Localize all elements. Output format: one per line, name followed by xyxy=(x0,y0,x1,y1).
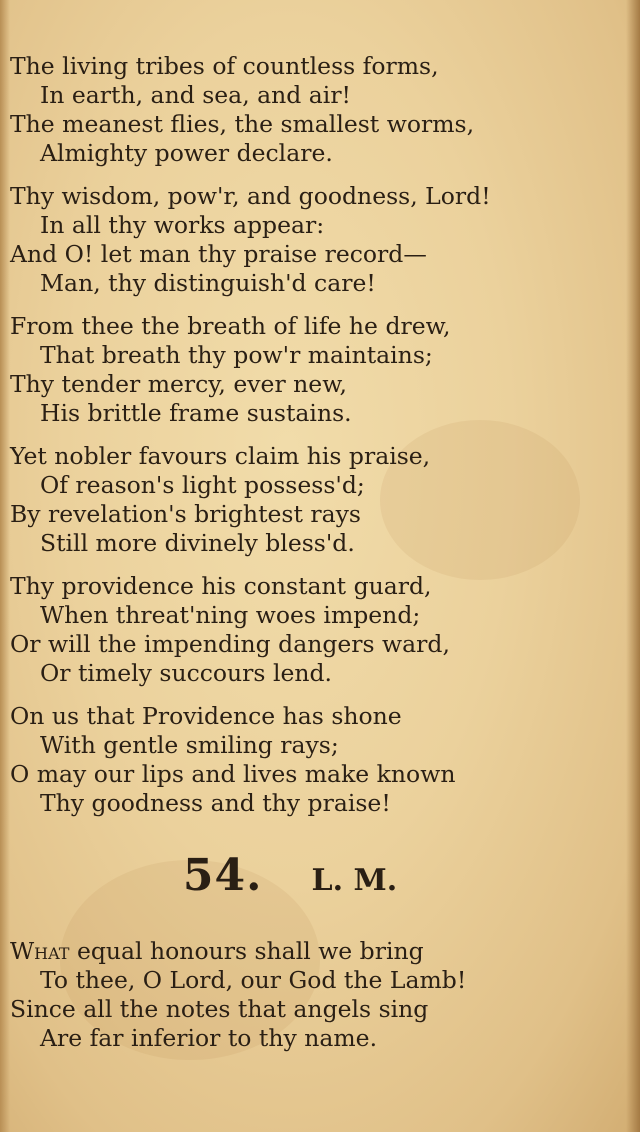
stanza-2 xyxy=(10,182,610,298)
first-word: What xyxy=(10,937,70,965)
verse-line: And O! let man thy praise record— xyxy=(10,240,427,268)
hymn-stanza-1 xyxy=(10,937,610,1053)
verse-line: By revelation's brightest rays xyxy=(10,500,361,528)
verse-line: The living tribes of countless forms, xyxy=(10,52,439,80)
verse-line: Thy goodness and thy praise! xyxy=(40,789,391,817)
verse-line: O may our lips and lives make known xyxy=(10,760,456,788)
verse-line: Man, thy distinguish'd care! xyxy=(40,269,376,297)
verse-line: Are far inferior to thy name. xyxy=(40,1024,378,1052)
hymn-number: 54. xyxy=(182,850,263,901)
verse-line: Since all the notes that angels sing xyxy=(10,995,429,1023)
verse-line: Or timely succours lend. xyxy=(40,659,333,687)
verse-line: With gentle smiling rays; xyxy=(40,731,339,759)
stanza-5 xyxy=(10,572,610,688)
verse-line: That breath thy pow'r maintains; xyxy=(40,341,433,369)
verse-line: In earth, and sea, and air! xyxy=(40,81,351,109)
stanza-3 xyxy=(10,312,610,428)
stanza-6 xyxy=(10,702,610,818)
hymn-header xyxy=(10,850,610,901)
first-line-rest: equal honours shall we bring xyxy=(69,937,424,965)
hymn-page xyxy=(10,52,610,1067)
verse-line: To thee, O Lord, our God the Lamb! xyxy=(40,966,467,994)
verse-line: Still more divinely bless'd. xyxy=(40,529,355,557)
page-edge-left xyxy=(0,0,10,1132)
verse-line: Yet nobler favours claim his praise, xyxy=(10,442,431,470)
verse-line: On us that Providence has shone xyxy=(10,702,402,730)
stanza-4 xyxy=(10,442,610,558)
verse-line: Almighty power declare. xyxy=(40,139,333,167)
verse-line: When threat'ning woes impend; xyxy=(40,601,421,629)
verse-line: Thy wisdom, pow'r, and goodness, Lord! xyxy=(10,182,491,210)
verse-line: In all thy works appear: xyxy=(40,211,325,239)
page-edge-right xyxy=(626,0,640,1132)
hymn-meter: L. M. xyxy=(311,863,398,898)
verse-line: Thy tender mercy, ever new, xyxy=(10,370,348,398)
verse-line xyxy=(10,937,610,966)
verse-line: His brittle frame sustains. xyxy=(40,399,352,427)
verse-line: The meanest flies, the smallest worms, xyxy=(10,110,475,138)
verse-line: From thee the breath of life he drew, xyxy=(10,312,451,340)
verse-line: Of reason's light possess'd; xyxy=(40,471,365,499)
stanza-1 xyxy=(10,52,610,168)
verse-line: Thy providence his constant guard, xyxy=(10,572,432,600)
verse-line: Or will the impending dangers ward, xyxy=(10,630,450,658)
